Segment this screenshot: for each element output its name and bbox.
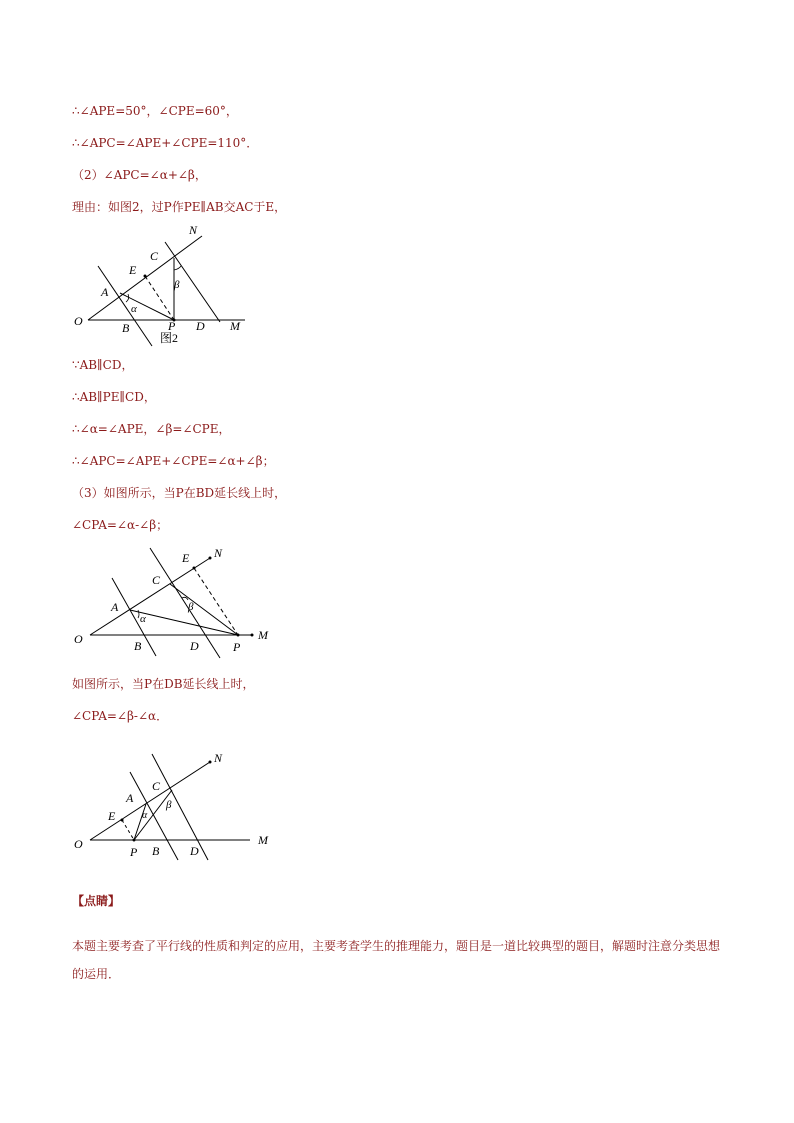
fig4-label-B: B [152,844,160,858]
fig4-label-O: O [74,837,83,851]
fig3-label-N: N [214,546,223,560]
fig2-label-M: M [230,319,240,333]
figure-2-diagram [70,220,270,350]
fig2-label-E: E [129,263,137,277]
fig2-label-O: O [74,314,83,328]
fig2-label-N: N [189,223,198,237]
fig3-label-beta: β [188,601,194,613]
solution-line-11: 如图所示，当P在DB延长线上时， [72,677,255,691]
fig2-caption: 图2 [160,331,179,345]
fig4-label-D: D [190,844,199,858]
solution-line-8: ∴∠APC=∠APE+∠CPE=∠α+∠β； [72,454,275,468]
fig3-label-D: D [190,639,199,653]
fig3-label-E: E [182,551,190,565]
figure-3 [70,540,290,660]
comment-title: 【点睛】 [72,894,121,908]
figure-4-diagram [70,748,290,863]
figure-4 [70,748,290,863]
comment-text: 本题主要考查了平行线的性质和判定的应用，主要考查学生的推理能力，题目是一道比较典型的题目，解题时注意分类思想的运用． [72,939,721,981]
solution-line-10: ∠CPA=∠α-∠β； [72,518,169,532]
solution-line-9: （3）如图所示，当P在BD延长线上时， [72,486,287,500]
fig3-label-P: P [233,640,241,654]
fig3-label-A: A [111,600,119,614]
fig2-label-beta: β [174,279,180,291]
solution-line-3: （2）∠APC=∠α+∠β， [72,168,207,182]
solution-line-6: ∴AB∥PE∥CD， [72,390,156,404]
solution-line-5: ∵AB∥CD， [72,358,134,372]
solution-line-7: ∴∠α=∠APE，∠β=∠CPE， [72,422,231,436]
fig4-label-E: E [108,809,116,823]
fig4-label-A: A [126,791,134,805]
fig4-label-M: M [258,833,268,847]
fig2-label-B: B [122,321,130,335]
fig4-label-alpha: α [142,810,148,821]
solution-line-1: ∴∠APE=50°，∠CPE=60°， [72,104,238,118]
fig4-label-P: P [130,845,138,859]
solution-line-2: ∴∠APC=∠APE+∠CPE=110°． [72,136,259,150]
fig2-label-P: P [168,319,176,333]
figure-3-diagram [70,540,290,660]
fig3-label-O: O [74,632,83,646]
fig4-label-beta: β [166,799,172,811]
fig2-label-alpha: α [131,303,137,315]
fig4-label-N: N [214,751,223,765]
fig4-label-C: C [152,779,161,793]
fig2-label-A: A [101,285,109,299]
fig2-label-D: D [196,319,205,333]
figure-2 [70,220,270,350]
solution-line-12: ∠CPA=∠β-∠α． [72,709,169,723]
solution-line-4: 理由：如图2，过P作PE∥AB交AC于E， [72,200,287,214]
fig3-label-M: M [258,628,268,642]
fig3-label-C: C [152,573,161,587]
fig3-label-alpha: α [140,613,146,625]
fig2-label-C: C [150,249,159,263]
fig3-label-B: B [134,639,142,653]
